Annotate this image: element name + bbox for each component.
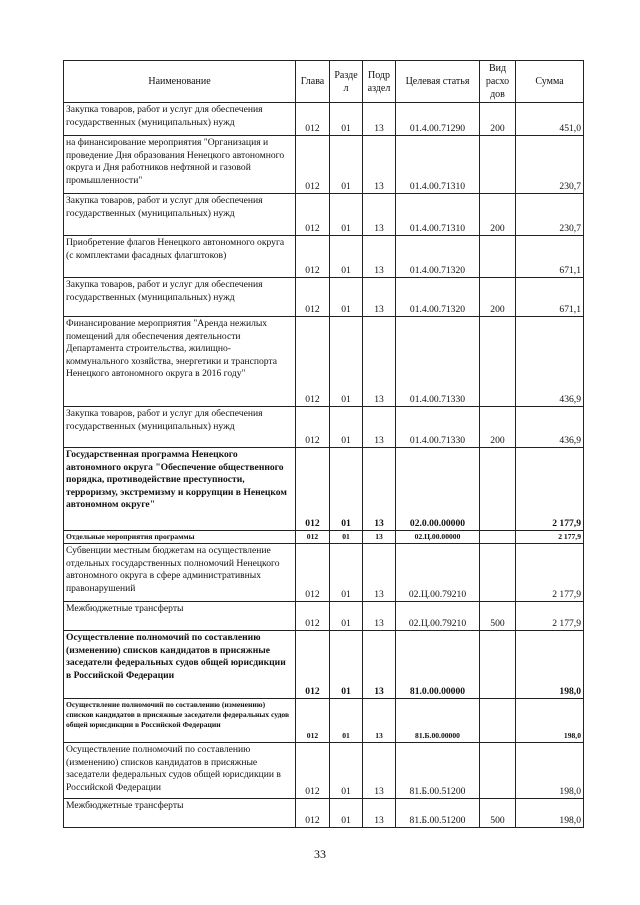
- row-glava: 012: [296, 544, 330, 602]
- header-razdel: Разде л: [330, 61, 363, 103]
- row-podrazdel: 13: [363, 194, 396, 236]
- row-vid: [480, 699, 516, 743]
- table-row: [64, 743, 584, 799]
- table-row: [64, 136, 584, 194]
- row-name: Межбюджетные трансферты: [64, 602, 296, 631]
- row-vid: 200: [480, 194, 516, 236]
- row-razdel: 01: [330, 699, 363, 743]
- row-sum: 451,0: [516, 103, 584, 136]
- header-vid: Вид расхо дов: [480, 61, 516, 103]
- row-podrazdel: 13: [363, 743, 396, 799]
- row-podrazdel: 13: [363, 544, 396, 602]
- row-razdel: 01: [330, 407, 363, 448]
- page-number: 33: [314, 847, 326, 861]
- header-target: Целевая статья: [396, 61, 480, 103]
- row-glava: 012: [296, 602, 330, 631]
- row-podrazdel: 13: [363, 699, 396, 743]
- table-row: [64, 194, 584, 236]
- row-glava: 012: [296, 743, 330, 799]
- table-row: [64, 531, 584, 544]
- row-podrazdel: 13: [363, 631, 396, 699]
- row-sum: 230,7: [516, 194, 584, 236]
- row-podrazdel: 13: [363, 799, 396, 828]
- row-sum: 198,0: [516, 799, 584, 828]
- row-name: Осуществление полномочий по составлению (изменению) списков кандидатов в присяжные заседатели федеральных судов общей юрисдикции в Российской Федерации: [64, 699, 296, 743]
- row-sum: 436,9: [516, 407, 584, 448]
- row-glava: 012: [296, 448, 330, 531]
- row-target: 81.Б.00.00000: [396, 699, 480, 743]
- row-target: 81.0.00.00000: [396, 631, 480, 699]
- row-vid: [480, 317, 516, 407]
- row-glava: 012: [296, 631, 330, 699]
- row-target: 81.Б.00.51200: [396, 799, 480, 828]
- row-name: Отдельные мероприятия программы: [64, 531, 296, 544]
- table-row: [64, 317, 584, 407]
- row-sum: 436,9: [516, 317, 584, 407]
- row-name: Приобретение флагов Ненецкого автономного округа (с комплектами фасадных флагштоков): [64, 236, 296, 278]
- row-razdel: 01: [330, 278, 363, 317]
- row-target: 02.Ц.00.79210: [396, 602, 480, 631]
- table-row: [64, 278, 584, 317]
- row-razdel: 01: [330, 317, 363, 407]
- row-glava: 012: [296, 236, 330, 278]
- row-vid: [480, 136, 516, 194]
- header-name: Наименование: [64, 61, 296, 103]
- row-sum: 198,0: [516, 699, 584, 743]
- row-name: Закупка товаров, работ и услуг для обеспечения государственных (муниципальных) нужд: [64, 407, 296, 448]
- row-glava: 012: [296, 407, 330, 448]
- row-glava: 012: [296, 699, 330, 743]
- row-sum: 198,0: [516, 743, 584, 799]
- row-sum: 230,7: [516, 136, 584, 194]
- row-target: 01.4.00.71330: [396, 407, 480, 448]
- row-name: Закупка товаров, работ и услуг для обеспечения государственных (муниципальных) нужд: [64, 103, 296, 136]
- table-row: [64, 631, 584, 699]
- row-name: Закупка товаров, работ и услуг для обеспечения государственных (муниципальных) нужд: [64, 194, 296, 236]
- row-target: 01.4.00.71290: [396, 103, 480, 136]
- row-sum: 2 177,9: [516, 448, 584, 531]
- row-name: Субвенции местным бюджетам на осуществление отдельных государственных полномочий Ненецкого автономного округа в сфере административных правонарушений: [64, 544, 296, 602]
- budget-table: [63, 60, 584, 828]
- row-razdel: 01: [330, 544, 363, 602]
- row-podrazdel: 13: [363, 602, 396, 631]
- row-target: 01.4.00.71320: [396, 278, 480, 317]
- row-razdel: 01: [330, 743, 363, 799]
- row-glava: 012: [296, 317, 330, 407]
- row-target: 81.Б.00.51200: [396, 743, 480, 799]
- row-razdel: 01: [330, 631, 363, 699]
- row-vid: 200: [480, 407, 516, 448]
- row-podrazdel: 13: [363, 407, 396, 448]
- row-vid: [480, 631, 516, 699]
- row-glava: 012: [296, 799, 330, 828]
- table-row: [64, 799, 584, 828]
- row-vid: 200: [480, 103, 516, 136]
- table-row: [64, 699, 584, 743]
- row-razdel: 01: [330, 236, 363, 278]
- row-podrazdel: 13: [363, 448, 396, 531]
- row-sum: 2 177,9: [516, 531, 584, 544]
- row-podrazdel: 13: [363, 136, 396, 194]
- row-podrazdel: 13: [363, 531, 396, 544]
- row-glava: 012: [296, 278, 330, 317]
- row-target: 01.4.00.71320: [396, 236, 480, 278]
- table-row: [64, 544, 584, 602]
- row-sum: 2 177,9: [516, 602, 584, 631]
- table-row: [64, 407, 584, 448]
- row-target: 02.Ц.00.00000: [396, 531, 480, 544]
- row-glava: 012: [296, 103, 330, 136]
- row-vid: [480, 531, 516, 544]
- row-vid: [480, 743, 516, 799]
- row-sum: 2 177,9: [516, 544, 584, 602]
- row-target: 02.0.00.00000: [396, 448, 480, 531]
- row-target: 01.4.00.71310: [396, 136, 480, 194]
- row-glava: 012: [296, 194, 330, 236]
- row-glava: 012: [296, 531, 330, 544]
- row-razdel: 01: [330, 531, 363, 544]
- row-name: Финансирование мероприятия "Аренда нежилых помещений для обеспечения деятельности Департамента строительства, жилищно-коммунального хозяйства, энергетики и транспорта Ненецкого автономного округа в 2016 году": [64, 317, 296, 407]
- row-razdel: 01: [330, 103, 363, 136]
- table-row: [64, 236, 584, 278]
- row-razdel: 01: [330, 799, 363, 828]
- row-vid: [480, 448, 516, 531]
- row-name: Государственная программа Ненецкого автономного округа "Обеспечение общественного порядка, противодействие преступности, терроризму, экстремизму и коррупции в Ненецком автономном округе": [64, 448, 296, 531]
- row-name: Межбюджетные трансферты: [64, 799, 296, 828]
- row-target: 02.Ц.00.79210: [396, 544, 480, 602]
- row-razdel: 01: [330, 602, 363, 631]
- row-vid: 500: [480, 602, 516, 631]
- row-vid: [480, 236, 516, 278]
- row-vid: [480, 544, 516, 602]
- row-name: Осуществление полномочий по составлению (изменению) списков кандидатов в присяжные заседатели федеральных судов общей юрисдикции в Российской Федерации: [64, 743, 296, 799]
- header-podrazdel: Подр аздел: [363, 61, 396, 103]
- table-row: [64, 448, 584, 531]
- row-name: Закупка товаров, работ и услуг для обеспечения государственных (муниципальных) нужд: [64, 278, 296, 317]
- row-name: на финансирование мероприятия "Организация и проведение Дня образования Ненецкого автономного округа и Дня работников нефтяной и газовой промышленности": [64, 136, 296, 194]
- row-sum: 198,0: [516, 631, 584, 699]
- row-razdel: 01: [330, 194, 363, 236]
- row-sum: 671,1: [516, 236, 584, 278]
- row-target: 01.4.00.71310: [396, 194, 480, 236]
- row-podrazdel: 13: [363, 236, 396, 278]
- table-row: [64, 103, 584, 136]
- row-target: 01.4.00.71330: [396, 317, 480, 407]
- row-podrazdel: 13: [363, 278, 396, 317]
- row-razdel: 01: [330, 448, 363, 531]
- row-glava: 012: [296, 136, 330, 194]
- row-podrazdel: 13: [363, 317, 396, 407]
- table-row: [64, 602, 584, 631]
- row-name: Осуществление полномочий по составлению (изменению) списков кандидатов в присяжные заседатели федеральных судов общей юрисдикции в Российской Федерации: [64, 631, 296, 699]
- header-sum: Сумма: [516, 61, 584, 103]
- header-glava: Глава: [296, 61, 330, 103]
- row-razdel: 01: [330, 136, 363, 194]
- row-podrazdel: 13: [363, 103, 396, 136]
- table-header-row: [64, 61, 584, 103]
- row-vid: 500: [480, 799, 516, 828]
- row-sum: 671,1: [516, 278, 584, 317]
- row-vid: 200: [480, 278, 516, 317]
